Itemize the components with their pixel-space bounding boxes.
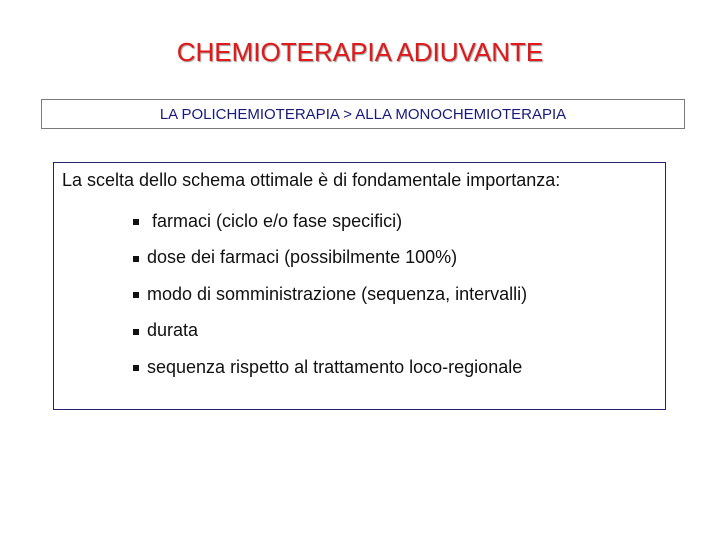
- square-bullet-icon: [133, 365, 139, 371]
- list-item: [133, 349, 527, 386]
- list-item: [133, 240, 527, 277]
- square-bullet-icon: [133, 219, 139, 225]
- square-bullet-icon: [133, 292, 139, 298]
- content-box: [53, 162, 666, 410]
- slide-title: CHEMIOTERAPIA ADIUVANTE: [176, 37, 544, 67]
- intro-text: La scelta dello schema ottimale è di fondamentale importanza:: [62, 170, 561, 190]
- bullet-list: [133, 203, 527, 386]
- bullet-text: durata: [147, 320, 199, 341]
- bullet-text: sequenza rispetto al trattamento loco-regionale: [147, 356, 523, 377]
- bullet-text: farmaci (ciclo e/o fase specifici): [147, 210, 403, 231]
- list-item: [133, 313, 527, 350]
- square-bullet-icon: [133, 256, 139, 262]
- bullet-text: modo di somministrazione (sequenza, intervalli): [147, 283, 528, 304]
- subtitle-box: [41, 99, 685, 129]
- subtitle-text: LA POLICHEMIOTERAPIA > ALLA MONOCHEMIOTERAPIA: [159, 106, 567, 123]
- square-bullet-icon: [133, 329, 139, 335]
- list-item: [133, 276, 527, 313]
- bullet-text: dose dei farmaci (possibilmente 100%): [147, 247, 458, 268]
- list-item: [133, 203, 527, 240]
